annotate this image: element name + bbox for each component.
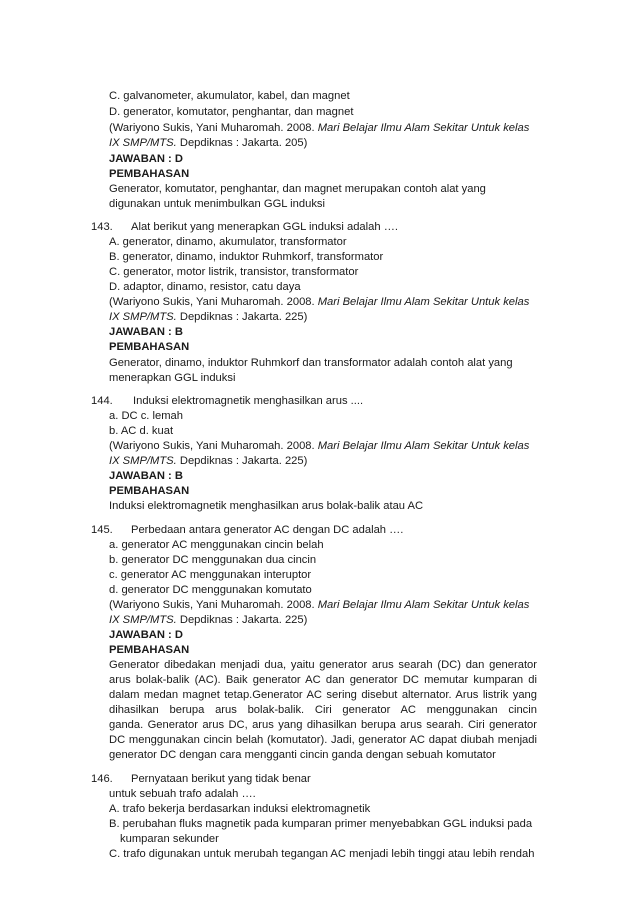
explanation-line: DC menggunakan cincin belah (komutator). Jadi, generator AC dapat diubah menjadi [109,734,537,746]
explanation-line: Generator, komutator, penghantar, dan magnet merupakan contoh alat yang [109,183,486,195]
explanation-line: Generator, dinamo, induktor Ruhmkorf dan transformator adalah contoh alat yang [109,357,513,369]
reference: (Wariyono Sukis, Yani Muharomah. 2008. Mari Belajar Ilmu Alam Sekitar Untuk kelas [109,122,530,134]
option: a. generator AC menggunakan cincin belah [109,539,324,551]
answer-label: JAWABAN : B [109,326,183,338]
question-text: Perbedaan antara generator AC dengan DC adalah …. [131,524,404,536]
answer-label: JAWABAN : B [109,470,183,482]
option: C. trafo digunakan untuk merubah tegangan AC menjadi lebih tinggi atau lebih rendah [109,848,535,860]
question-text-cont: untuk sebuah trafo adalah …. [109,788,256,800]
option-c: C. galvanometer, akumulator, kabel, dan magnet [109,90,350,102]
explanation-line: dalam medan magnet tetap.Generator AC sering disebut alternator. Arus listrik yang [109,689,537,701]
explanation-line: menerapkan GGL induksi [109,372,236,384]
option-cont: kumparan sekunder [120,833,219,845]
reference: (Wariyono Sukis, Yani Muharomah. 2008. Mari Belajar Ilmu Alam Sekitar Untuk kelas [109,599,530,611]
option: D. adaptor, dinamo, resistor, catu daya [109,281,301,293]
question-number: 144. [91,395,113,407]
reference-cont: IX SMP/MTS. Depdiknas : Jakarta. 225) [109,455,308,467]
answer-label: JAWABAN : D [109,153,183,165]
option: b. generator DC menggunakan dua cincin [109,554,317,566]
explanation-heading: PEMBAHASAN [109,168,190,180]
question-number: 143. [91,221,113,233]
reference-cont: IX SMP/MTS. Depdiknas : Jakarta. 225) [109,311,308,323]
question-text: Induksi elektromagnetik menghasilkan arus .... [133,395,364,407]
question-number: 145. [91,524,113,536]
option-d: D. generator, komutator, penghantar, dan magnet [109,106,354,118]
explanation-line: Induksi elektromagnetik menghasilkan arus bolak-balik atau AC [109,500,424,512]
option: d. generator DC menggunakan komutato [109,584,312,596]
reference: (Wariyono Sukis, Yani Muharomah. 2008. Mari Belajar Ilmu Alam Sekitar Untuk kelas [109,440,530,452]
option: A. trafo bekerja berdasarkan induksi elektromagnetik [109,803,371,815]
explanation-heading: PEMBAHASAN [109,644,190,656]
question-number: 146. [91,773,113,785]
reference-cont: IX SMP/MTS. Depdiknas : Jakarta. 225) [109,614,308,626]
explanation-line: digunakan untuk menimbulkan GGL induksi [109,198,326,210]
answer-label: JAWABAN : D [109,629,183,641]
question-text: Pernyataan berikut yang tidak benar [131,773,311,785]
explanation-line: dihasilkan berupa arus bolak-balik. Ciri generator AC menggunakan cincin [109,704,537,716]
explanation-heading: PEMBAHASAN [109,485,190,497]
explanation-line: arus bolak-balik (AC). Baik generator AC dan generator DC memutar kumparan di [109,674,537,686]
option: c. generator AC menggunakan interuptor [109,569,312,581]
explanation-heading: PEMBAHASAN [109,341,190,353]
explanation-line: Generator dibedakan menjadi dua, yaitu generator arus searah (DC) dan generator [109,659,537,671]
option: A. generator, dinamo, akumulator, transformator [109,236,347,248]
option: C. generator, motor listrik, transistor, transformator [109,266,359,278]
explanation-line: ganda. Generator arus DC, arus yang dihasilkan berupa arus searah. Ciri generator [109,719,537,731]
explanation-line: generator DC dengan cara mengganti cincin ganda dengan sebuah komutator [109,749,496,761]
reference: (Wariyono Sukis, Yani Muharomah. 2008. Mari Belajar Ilmu Alam Sekitar Untuk kelas [109,296,530,308]
reference-cont: IX SMP/MTS. Depdiknas : Jakarta. 205) [109,137,308,149]
option: a. DC c. lemah [109,410,183,422]
option: B. perubahan fluks magnetik pada kumparan primer menyebabkan GGL induksi pada [109,818,533,830]
question-text: Alat berikut yang menerapkan GGL induksi adalah …. [131,221,398,233]
option: b. AC d. kuat [109,425,174,437]
option: B. generator, dinamo, induktor Ruhmkorf, transformator [109,251,384,263]
